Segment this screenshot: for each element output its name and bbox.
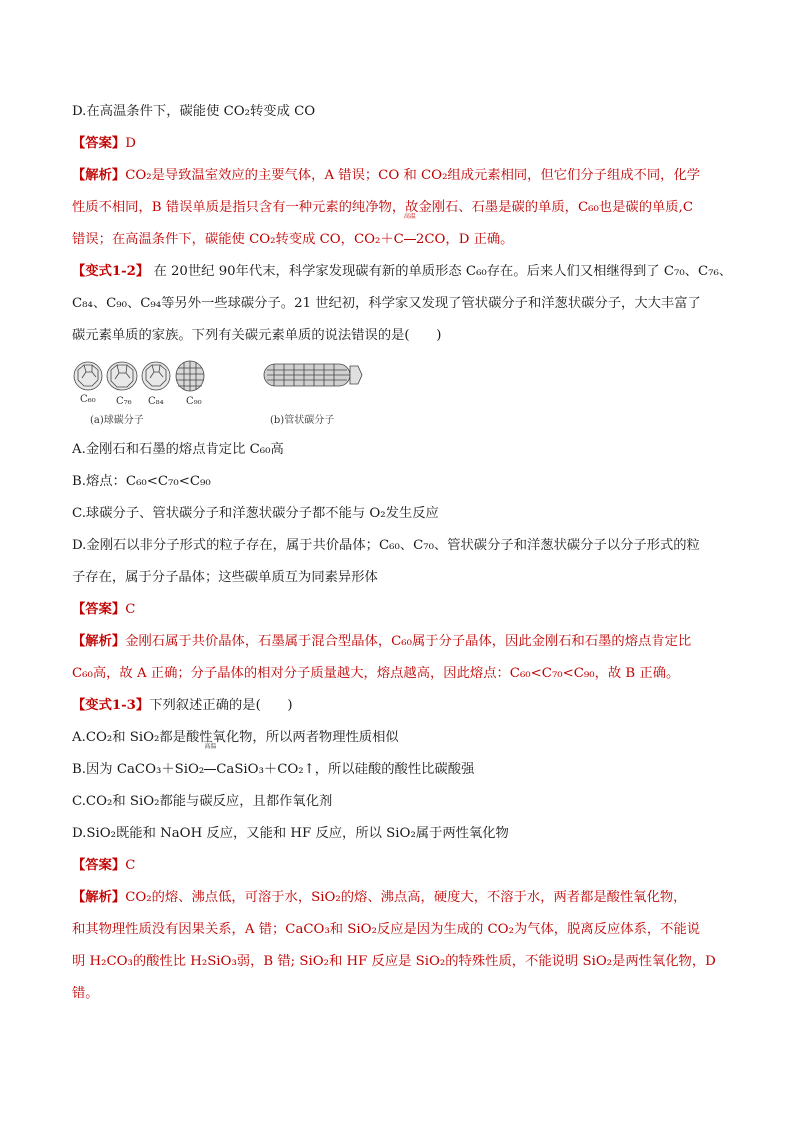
q2-option-b: B.熔点：C₆₀<C₇₀<C₉₀: [72, 474, 211, 489]
reaction-condition: [204, 743, 217, 786]
answer-line-1: [72, 128, 722, 160]
analysis-1-line-3: [72, 213, 722, 256]
analysis-text: CO₂是导致温室效应的主要气体，A 错误；CO 和 CO₂组成元素相同，但它们分子组成不同，化学: [125, 168, 701, 183]
label-c90: C₉₀: [186, 396, 202, 407]
q2-option-d-line-2: 子存在，属于分子晶体；这些碳单质互为同素异形体: [72, 570, 378, 585]
q3-option-d: D.SiO₂既能和 NaOH 反应，又能和 HF 反应，所以 SiO₂属于两性氧化物: [72, 826, 509, 841]
carbon-molecules-figure: [72, 356, 722, 434]
analysis-1-line-2: 性质不相同，B 错误单质是指只含有一种元素的纯净物，故金刚石、石墨是碳的单质，C₆₀也是碳的单质,C: [72, 200, 693, 215]
equals-line: [204, 769, 216, 770]
q2-tag: 【变式1-2】: [72, 264, 150, 279]
q3-option-c: C.CO₂和 SiO₂都能与碳反应，且都作氧化剂: [72, 794, 333, 809]
condition-label: 高温: [403, 213, 416, 220]
q3-stem: 下列叙述正确的是( ): [149, 698, 293, 713]
analysis-text: 金刚石属于共价晶体，石墨属于混合型晶体，C₆₀属于分子晶体，因此金刚石和石墨的熔点肯定比: [125, 634, 692, 649]
q2-stem-line-1: [72, 256, 733, 288]
label-c76: C₇₆: [116, 396, 132, 407]
analysis-tag: 【解析】: [72, 634, 126, 649]
nanotube: [264, 364, 362, 386]
q3-analysis-line-3: 明 H₂CO₃的酸性比 H₂SiO₃弱，B 错; SiO₂和 HF 反应是 SiO₂的特殊性质，不能说明 SiO₂是两性氧化物，D: [72, 954, 716, 969]
label-c60: C₆₀: [80, 394, 96, 405]
q3-option-a: A.CO₂和 SiO₂都是酸性氧化物，所以两者物理性质相似: [72, 730, 399, 745]
analysis-tag: 【解析】: [72, 890, 126, 905]
option-b-text: CaSiO₃＋CO₂↑，所以硅酸的酸性比碳酸强: [216, 762, 475, 777]
c84-sphere: [142, 362, 170, 390]
analysis-text: 2CO，D 正确。: [415, 232, 514, 247]
q2-option-c: C.球碳分子、管状碳分子和洋葱状碳分子都不能与 O₂发生反应: [72, 506, 439, 521]
q3-analysis-line-2: 和其物理性质没有因果关系，A 错；CaCO₃和 SiO₂反应是因为生成的 CO₂为气体，脱离反应体系，不能说: [72, 922, 701, 937]
analysis-tag: 【解析】: [72, 168, 126, 183]
reaction-condition: [403, 213, 416, 256]
q3-stem-line: [72, 690, 722, 722]
option-b-text: B.因为 CaCO₃＋SiO₂: [72, 762, 205, 777]
q2-stem-line-2: C₈₄、C₉₀、C₉₄等另外一些球碳分子。21 世纪初，科学家又发现了管状碳分子和洋葱状碳分子，大大丰富了: [72, 296, 701, 311]
c60-sphere: [74, 362, 102, 390]
answer-tag: 【答案】: [72, 602, 126, 617]
q2-analysis-line-2: C₆₀高，故 A 正确；分子晶体的相对分子质量越大，熔点越高，因此熔点：C₆₀<C₇₀<C₉₀，故 B 正确。: [72, 666, 680, 681]
answer-value: D: [125, 136, 136, 151]
q2-option-d-line-1: D.金刚石以非分子形式的粒子存在，属于共价晶体；C₆₀、C₇₀、管状碳分子和洋葱状碳分子以分子形式的粒: [72, 538, 700, 553]
q2-stem: 在 20世纪 90年代末，科学家发现碳有新的单质形态 C₆₀存在。后来人们又相继得到了 C₇₀、C₇₆、: [149, 264, 733, 279]
analysis-text: CO₂的熔、沸点低，可溶于水，SiO₂的熔、沸点高，硬度大，不溶于水，两者都是酸性氧化物，: [125, 890, 687, 905]
q3-analysis-line-1: [72, 882, 722, 914]
q3-analysis-line-4: 错。: [72, 986, 99, 1001]
analysis-text: 错误；在高温条件下，碳能使 CO₂转变成 CO，CO₂＋C: [72, 232, 404, 247]
q3-tag: 【变式1-3】: [72, 698, 150, 713]
q3-answer-line: [72, 850, 722, 882]
condition-label: 高温: [204, 743, 217, 750]
equals-line: [404, 239, 416, 240]
q2-analysis-line-1: [72, 626, 722, 658]
answer-value: C: [125, 602, 136, 617]
answer-value: C: [125, 858, 136, 873]
caption-b: (b)管状碳分子: [270, 415, 335, 426]
answer-tag: 【答案】: [72, 858, 126, 873]
c90-sphere: [176, 361, 204, 391]
analysis-1-line-1: [72, 160, 722, 192]
caption-a: (a)球碳分子: [90, 415, 144, 426]
q2-answer-line: [72, 594, 722, 626]
option-d-prev: D.在高温条件下，碳能使 CO₂转变成 CO: [72, 104, 316, 119]
q3-option-b: [72, 743, 722, 786]
c76-sphere: [107, 362, 137, 390]
q2-stem-line-3: 碳元素单质的家族。下列有关碳元素单质的说法错误的是( ): [72, 328, 442, 343]
answer-tag: 【答案】: [72, 136, 126, 151]
label-c84: C₈₄: [148, 396, 164, 407]
document-page: [72, 96, 733, 1010]
q2-option-a: A.金刚石和石墨的熔点肯定比 C₆₀高: [72, 442, 284, 457]
